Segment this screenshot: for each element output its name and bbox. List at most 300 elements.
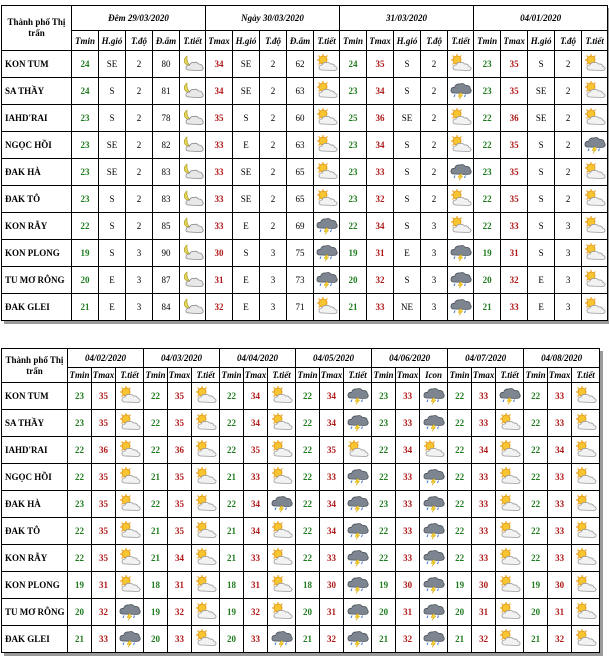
storm-cloud-icon (346, 628, 370, 650)
value-cell: E (394, 240, 421, 267)
value-cell: 22 (474, 186, 501, 213)
value-cell: 20 (474, 267, 501, 294)
weather-cell (344, 626, 372, 653)
value-cell: 22 (144, 383, 168, 410)
value-cell: 22 (448, 437, 472, 464)
value-cell: 2 (555, 78, 582, 105)
column-header: Tmax (92, 368, 116, 383)
value-cell: 2 (260, 159, 287, 186)
weather-cell (116, 383, 144, 410)
column-header: Tmax (548, 368, 572, 383)
value-cell: 63 (287, 132, 314, 159)
partly-sunny-icon (583, 53, 607, 75)
value-cell: E (528, 267, 555, 294)
storm-cloud-icon (346, 385, 370, 407)
value-cell: 2 (421, 186, 448, 213)
value-cell: 36 (367, 105, 394, 132)
value-cell: S (394, 186, 421, 213)
storm-cloud-icon (315, 215, 339, 237)
value-cell: 62 (287, 51, 314, 78)
weather-cell (582, 240, 608, 267)
value-cell: 35 (320, 437, 344, 464)
partly-sunny-icon (315, 188, 339, 210)
partly-sunny-icon (315, 53, 339, 75)
day-header: 04/05/2020 (296, 349, 372, 368)
value-cell: 31 (320, 599, 344, 626)
column-header: T.tiết (344, 368, 372, 383)
partly-sunny-icon (498, 547, 522, 569)
weather-cell (496, 626, 524, 653)
value-cell: S (394, 267, 421, 294)
value-cell: 30 (548, 572, 572, 599)
value-cell: 20 (68, 599, 92, 626)
city-name: IAHD'RAI (2, 437, 68, 464)
value-cell: 19 (220, 599, 244, 626)
value-cell: 80 (153, 51, 180, 78)
value-cell: 23 (72, 159, 99, 186)
value-cell: 33 (548, 464, 572, 491)
weather-cell (314, 51, 340, 78)
weather-cell (496, 572, 524, 599)
value-cell: S (99, 78, 126, 105)
value-cell: 33 (206, 132, 233, 159)
value-cell: 2 (126, 78, 153, 105)
value-cell: 2 (260, 213, 287, 240)
storm-cloud-icon (118, 601, 142, 623)
cloudy-night-icon (181, 215, 205, 237)
storm-cloud-icon (346, 412, 370, 434)
weather-cell (496, 383, 524, 410)
weather-cell (448, 213, 474, 240)
value-cell: 23 (72, 186, 99, 213)
value-cell: 22 (474, 105, 501, 132)
weather-cell (420, 410, 448, 437)
partly-sunny-icon (118, 493, 142, 515)
day-header: 04/07/2020 (448, 349, 524, 368)
column-header: Tmax (367, 31, 394, 51)
weather-cell (420, 572, 448, 599)
value-cell: 23 (372, 410, 396, 437)
value-cell: 35 (501, 78, 528, 105)
value-cell: 32 (396, 626, 420, 653)
value-cell: 35 (367, 51, 394, 78)
partly-sunny-icon (449, 134, 473, 156)
storm-cloud-icon (449, 269, 473, 291)
value-cell: 31 (92, 572, 116, 599)
value-cell: 31 (367, 240, 394, 267)
weather-cell (192, 464, 220, 491)
table-row (2, 213, 608, 240)
value-cell: 33 (472, 518, 496, 545)
partly-sunny-icon (583, 188, 607, 210)
value-cell: 35 (168, 491, 192, 518)
column-header: H.gió (233, 31, 260, 51)
value-cell: 20 (144, 626, 168, 653)
table-row (2, 410, 600, 437)
column-header: T.tiết (314, 31, 340, 51)
value-cell: 33 (396, 410, 420, 437)
partly-sunny-icon (118, 574, 142, 596)
partly-sunny-icon (270, 412, 294, 434)
weather-cell (572, 464, 600, 491)
partly-sunny-icon (194, 628, 218, 650)
value-cell: 35 (206, 105, 233, 132)
value-cell: 23 (340, 78, 367, 105)
partly-sunny-icon (194, 520, 218, 542)
table-row (2, 51, 608, 78)
value-cell: 30 (472, 572, 496, 599)
value-cell: 21 (220, 518, 244, 545)
value-cell: 2 (126, 213, 153, 240)
cloudy-night-icon (181, 242, 205, 264)
value-cell: 3 (555, 267, 582, 294)
city-name: ĐAK GLEI (2, 294, 72, 321)
value-cell: SE (233, 159, 260, 186)
column-header: Đ.ẩm (287, 31, 314, 51)
column-header: Tmin (474, 31, 501, 51)
value-cell: 30 (320, 572, 344, 599)
storm-cloud-icon (422, 412, 446, 434)
weather-cell (572, 599, 600, 626)
column-header: Tmin (524, 368, 548, 383)
storm-cloud-icon (449, 242, 473, 264)
value-cell: 22 (220, 410, 244, 437)
weather-cell (344, 518, 372, 545)
storm-cloud-icon (422, 628, 446, 650)
partly-sunny-icon (449, 53, 473, 75)
value-cell: 21 (448, 626, 472, 653)
value-cell: 31 (396, 599, 420, 626)
value-cell: SE (233, 51, 260, 78)
weather-cell (448, 240, 474, 267)
weather-cell (192, 572, 220, 599)
partly-sunny-icon (574, 493, 598, 515)
column-header: T.tiết (116, 368, 144, 383)
value-cell: S (528, 186, 555, 213)
weather-cell (116, 491, 144, 518)
day-header: 04/06/2020 (372, 349, 448, 368)
value-cell: 33 (472, 545, 496, 572)
cloudy-night-icon (181, 296, 205, 318)
value-cell: 3 (260, 294, 287, 321)
cloudy-night-icon (181, 53, 205, 75)
partly-sunny-icon (574, 628, 598, 650)
value-cell: 33 (472, 410, 496, 437)
weather-cell (496, 437, 524, 464)
value-cell: S (528, 51, 555, 78)
partly-sunny-icon (574, 601, 598, 623)
weather-cell (314, 159, 340, 186)
weather-cell (116, 437, 144, 464)
value-cell: S (99, 186, 126, 213)
storm-cloud-icon (118, 628, 142, 650)
value-cell: 3 (555, 213, 582, 240)
value-cell: 33 (548, 491, 572, 518)
value-cell: 33 (396, 518, 420, 545)
city-name: IAHD'RAI (2, 105, 72, 132)
value-cell: 32 (206, 294, 233, 321)
column-header: Tmax (501, 31, 528, 51)
weather-cell (314, 186, 340, 213)
weather-cell (192, 410, 220, 437)
weather-cell (448, 132, 474, 159)
column-header: T.tiết (192, 368, 220, 383)
value-cell: 22 (296, 383, 320, 410)
partly-sunny-icon (315, 134, 339, 156)
value-cell: 21 (144, 518, 168, 545)
column-header: Tmax (244, 368, 268, 383)
cloudy-night-icon (181, 269, 205, 291)
value-cell: 35 (168, 383, 192, 410)
storm-cloud-icon (270, 493, 294, 515)
value-cell: 23 (340, 132, 367, 159)
weather-cell (496, 464, 524, 491)
column-header: Tmax (472, 368, 496, 383)
column-header: Tmin (68, 368, 92, 383)
value-cell: 19 (524, 572, 548, 599)
value-cell: 22 (524, 518, 548, 545)
value-cell: E (99, 294, 126, 321)
weather-cell (582, 105, 608, 132)
value-cell: 2 (555, 186, 582, 213)
cloudy-night-icon (181, 161, 205, 183)
partly-sunny-icon (194, 493, 218, 515)
partly-sunny-icon (194, 574, 218, 596)
value-cell: 34 (320, 518, 344, 545)
weather-cell (572, 410, 600, 437)
column-header: Tmin (220, 368, 244, 383)
value-cell: 18 (220, 572, 244, 599)
value-cell: 20 (296, 599, 320, 626)
column-header: T.tiết (268, 368, 296, 383)
weather-cell (582, 51, 608, 78)
value-cell: 35 (92, 410, 116, 437)
weather-cell (116, 572, 144, 599)
value-cell: 33 (206, 159, 233, 186)
value-cell: 21 (296, 626, 320, 653)
value-cell: 65 (287, 186, 314, 213)
column-header: T.độ (260, 31, 287, 51)
value-cell: 20 (340, 267, 367, 294)
column-header: H.gió (528, 31, 555, 51)
weather-cell (268, 464, 296, 491)
value-cell: 34 (206, 51, 233, 78)
value-cell: SE (99, 51, 126, 78)
value-cell: 21 (144, 545, 168, 572)
weather-cell (496, 518, 524, 545)
value-cell: 33 (472, 383, 496, 410)
partly-sunny-icon (498, 520, 522, 542)
value-cell: S (528, 240, 555, 267)
value-cell: 31 (548, 599, 572, 626)
weather-cell (180, 78, 206, 105)
table-row (2, 186, 608, 213)
storm-cloud-icon (346, 466, 370, 488)
weather-cell (572, 572, 600, 599)
value-cell: 21 (72, 294, 99, 321)
weather-cell (116, 464, 144, 491)
value-cell: 60 (287, 105, 314, 132)
value-cell: 19 (68, 572, 92, 599)
value-cell: 34 (396, 437, 420, 464)
city-name: NGỌC HỒI (2, 464, 68, 491)
table-row (2, 294, 608, 321)
value-cell: 22 (524, 545, 548, 572)
partly-sunny-icon (118, 385, 142, 407)
partly-sunny-icon (270, 574, 294, 596)
forecast-table-top (1, 5, 608, 321)
city-name: KON RẪY (2, 545, 68, 572)
weather-cell (448, 51, 474, 78)
value-cell: 3 (421, 294, 448, 321)
partly-sunny-icon (449, 107, 473, 129)
value-cell: 2 (421, 132, 448, 159)
value-cell: 22 (296, 491, 320, 518)
column-header: T.độ (555, 31, 582, 51)
partly-sunny-icon (422, 439, 446, 461)
weather-cell (116, 410, 144, 437)
value-cell: 23 (68, 410, 92, 437)
value-cell: 23 (68, 491, 92, 518)
value-cell: 31 (168, 572, 192, 599)
weather-cell (572, 626, 600, 653)
city-name: ĐAK GLEI (2, 626, 68, 653)
partly-sunny-icon (449, 188, 473, 210)
value-cell: 33 (367, 159, 394, 186)
column-header: Tmin (372, 368, 396, 383)
table-row (2, 572, 600, 599)
weather-cell (314, 294, 340, 321)
weather-cell (192, 518, 220, 545)
value-cell: 22 (372, 437, 396, 464)
city-name: NGỌC HỒI (2, 132, 72, 159)
weather-cell (314, 132, 340, 159)
storm-cloud-icon (346, 493, 370, 515)
value-cell: 33 (168, 626, 192, 653)
value-cell: S (528, 132, 555, 159)
partly-sunny-icon (270, 439, 294, 461)
value-cell: 19 (474, 240, 501, 267)
value-cell: 35 (501, 132, 528, 159)
table-row (2, 626, 600, 653)
value-cell: 35 (168, 464, 192, 491)
value-cell: 24 (72, 51, 99, 78)
weather-cell (268, 383, 296, 410)
value-cell: 20 (372, 599, 396, 626)
weather-cell (448, 294, 474, 321)
day-header: 04/03/2020 (144, 349, 220, 368)
day-header: 04/08/2020 (524, 349, 600, 368)
weather-cell (116, 545, 144, 572)
table-row (2, 240, 608, 267)
value-cell: 22 (68, 518, 92, 545)
value-cell: 32 (472, 626, 496, 653)
value-cell: 22 (448, 545, 472, 572)
partly-sunny-icon (118, 412, 142, 434)
value-cell: 3 (126, 294, 153, 321)
value-cell: 36 (168, 437, 192, 464)
value-cell: 33 (206, 213, 233, 240)
value-cell: 22 (296, 545, 320, 572)
partly-sunny-icon (574, 385, 598, 407)
value-cell: 23 (340, 159, 367, 186)
value-cell: 35 (92, 545, 116, 572)
value-cell: E (99, 267, 126, 294)
city-name: KON TUM (2, 383, 68, 410)
weather-cell (582, 186, 608, 213)
value-cell: S (233, 105, 260, 132)
table-row (2, 267, 608, 294)
value-cell: 23 (68, 383, 92, 410)
day-header: Ngày 30/03/2020 (206, 6, 340, 31)
value-cell: 34 (244, 518, 268, 545)
value-cell: 71 (287, 294, 314, 321)
weather-cell (192, 491, 220, 518)
weather-cell (192, 599, 220, 626)
value-cell: SE (99, 132, 126, 159)
storm-cloud-icon (422, 466, 446, 488)
value-cell: 21 (220, 545, 244, 572)
column-header: Tmin (340, 31, 367, 51)
table-row (2, 383, 600, 410)
partly-sunny-icon (194, 385, 218, 407)
value-cell: 35 (244, 437, 268, 464)
city-name: KON PLONG (2, 240, 72, 267)
value-cell: 33 (244, 626, 268, 653)
value-cell: 32 (501, 267, 528, 294)
partly-sunny-icon (574, 520, 598, 542)
value-cell: 2 (555, 105, 582, 132)
storm-cloud-icon (346, 520, 370, 542)
table-row (2, 105, 608, 132)
storm-cloud-icon (315, 242, 339, 264)
weather-cell (572, 545, 600, 572)
value-cell: 30 (396, 572, 420, 599)
value-cell: 32 (244, 599, 268, 626)
value-cell: 33 (548, 410, 572, 437)
partly-sunny-icon (583, 215, 607, 237)
partly-sunny-icon (194, 412, 218, 434)
value-cell: 22 (524, 410, 548, 437)
column-header: T.độ (126, 31, 153, 51)
value-cell: 23 (340, 186, 367, 213)
value-cell: 21 (68, 626, 92, 653)
value-cell: 22 (448, 410, 472, 437)
table-row (2, 132, 608, 159)
weather-cell (268, 545, 296, 572)
city-header: Thành phố Thị trấn (2, 349, 68, 383)
value-cell: 21 (372, 626, 396, 653)
weather-cell (496, 599, 524, 626)
city-name: ĐAK TÔ (2, 518, 68, 545)
column-header: T.tiết (582, 31, 608, 51)
value-cell: 33 (396, 383, 420, 410)
value-cell: 31 (206, 267, 233, 294)
partly-sunny-icon (583, 269, 607, 291)
value-cell: 23 (474, 51, 501, 78)
column-header: Tmax (206, 31, 233, 51)
weather-cell (496, 410, 524, 437)
value-cell: 22 (372, 518, 396, 545)
storm-cloud-icon (449, 296, 473, 318)
value-cell: 33 (92, 626, 116, 653)
value-cell: 2 (421, 78, 448, 105)
city-name: ĐAK HÀ (2, 159, 72, 186)
value-cell: 33 (501, 294, 528, 321)
partly-sunny-icon (583, 107, 607, 129)
table-row (2, 464, 600, 491)
weather-cell (420, 464, 448, 491)
